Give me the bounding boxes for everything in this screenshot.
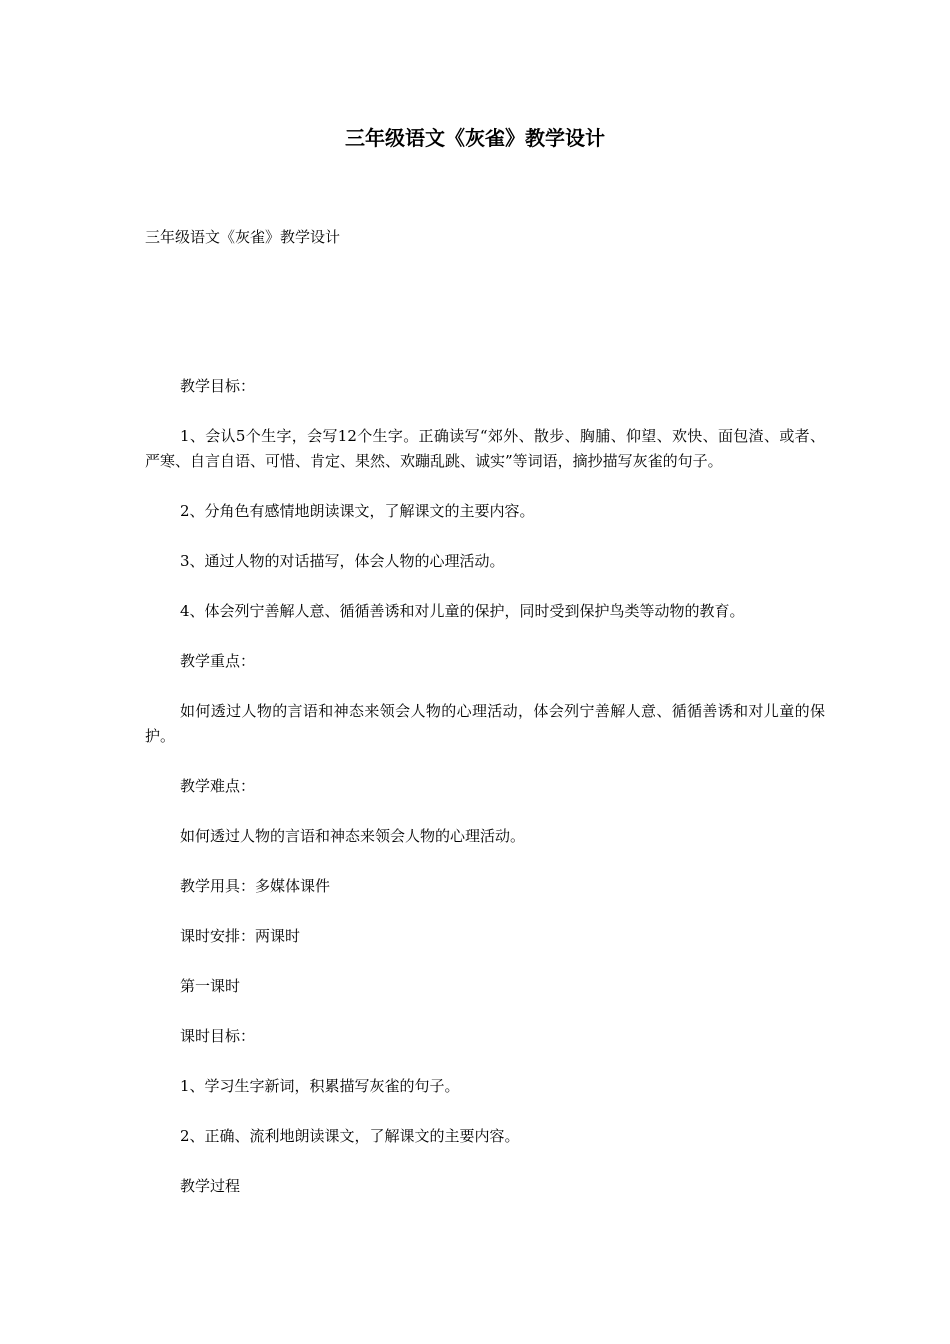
heading-lesson-goals: 课时目标：: [180, 1027, 256, 1045]
goal-item-1: 1、会认5个生字，会写12个生字。正确读写“郊外、散步、胸脯、仰望、欢快、面包渣、或者、严寒、自言自语、可惜、肯定、果然、欢蹦乱跳、诚实”等词语，摘抄描写灰雀的句子。: [145, 427, 825, 470]
document-title: 三年级语文《灰雀》教学设计: [345, 126, 605, 150]
lesson-goal-1: 1、学习生字新词，积累描写灰雀的句子。: [180, 1077, 460, 1095]
heading-difficulties: 教学难点：: [180, 777, 256, 795]
key-points-text: 如何透过人物的言语和神态来领会人物的心理活动，体会列宁善解人意、循循善诱和对儿童的保护。: [145, 702, 825, 745]
goal-item-3: 3、通过人物的对话描写，体会人物的心理活动。: [180, 552, 505, 570]
lesson-goal-2: 2、正确、流利地朗读课文，了解课文的主要内容。: [180, 1127, 520, 1145]
goal-item-4: 4、体会列宁善解人意、循循善诱和对儿童的保护，同时受到保护鸟类等动物的教育。: [180, 602, 745, 620]
document-body: [145, 374, 825, 1224]
heading-key-points: 教学重点：: [180, 652, 256, 670]
difficulties-text: 如何透过人物的言语和神态来领会人物的心理活动。: [180, 827, 526, 845]
first-lesson-heading: 第一课时: [180, 977, 241, 995]
teaching-tools: 教学用具：多媒体课件: [180, 877, 331, 895]
goal-item-2: 2、分角色有感情地朗读课文，了解课文的主要内容。: [180, 502, 535, 520]
document-subtitle: 三年级语文《灰雀》教学设计: [145, 228, 341, 246]
heading-teaching-process: 教学过程: [180, 1177, 241, 1195]
heading-teaching-goals: 教学目标：: [180, 377, 256, 395]
lesson-schedule: 课时安排：两课时: [180, 927, 301, 945]
